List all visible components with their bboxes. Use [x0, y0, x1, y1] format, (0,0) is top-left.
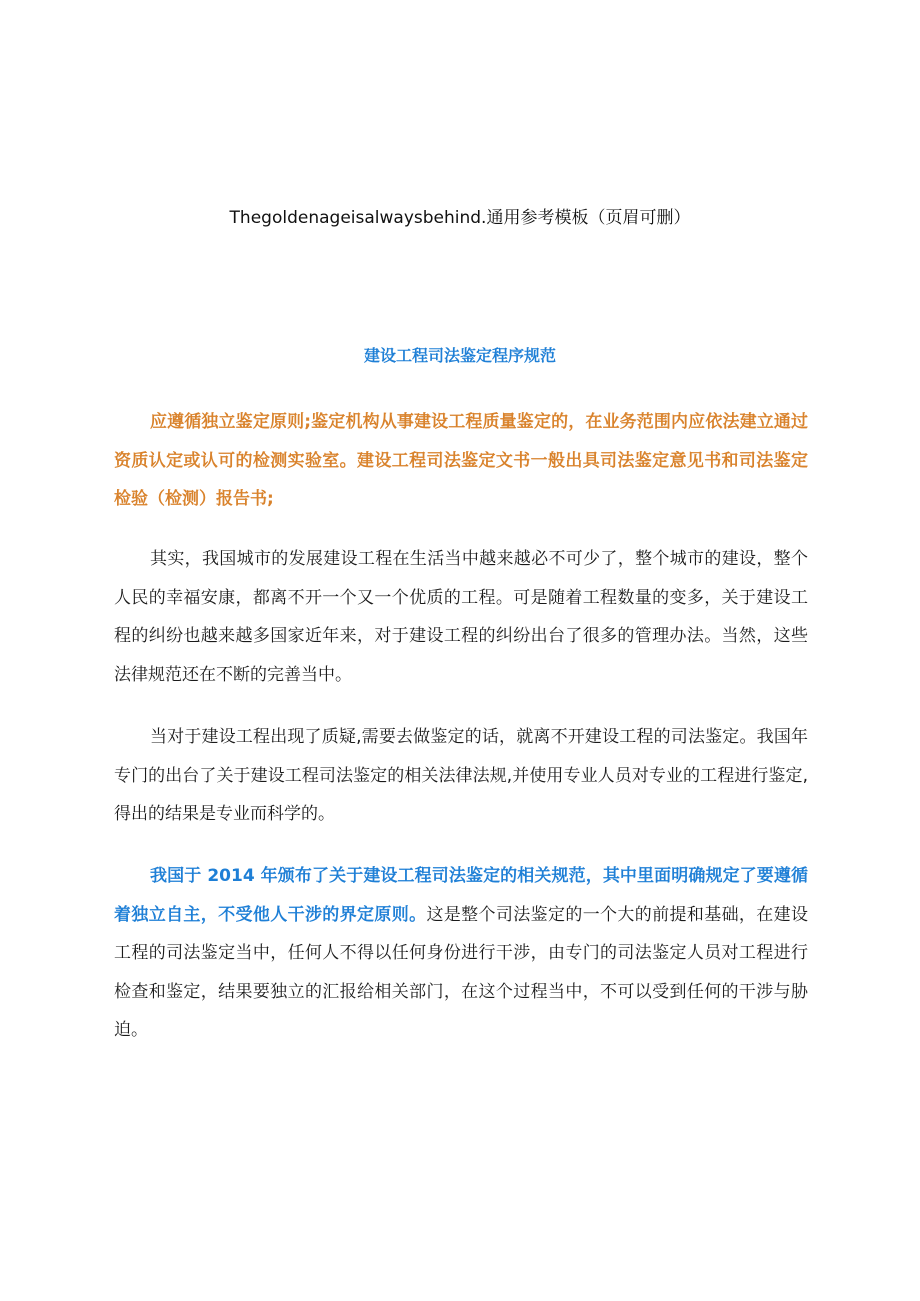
paragraph-independence: [114, 857, 808, 1050]
page-header: Thegoldenageisalwaysbehind.通用参考模板（页眉可删）: [229, 208, 691, 228]
paragraph-background: 其实，我国城市的发展建设工程在生活当中越来越必不可少了，整个城市的建设，整个人民的幸福安康，都离不开一个又一个优质的工程。可是随着工程数量的变多，关于建设工程的纠纷也越来越多国家近年来，对于建设工程的纠纷出台了很多的管理办法。当然，这些法律规范还在不断的完善当中。: [114, 549, 808, 685]
paragraph-independence-highlight: 我国于 2014 年颁布了关于建设工程司法鉴定的相关规范，其中里面明确规定了要遵循着独立自主，不受他人干涉的界定原则。: [114, 866, 808, 925]
paragraph-legal-basis: 当对于建设工程出现了质疑,需要去做鉴定的话，就离不开建设工程的司法鉴定。我国年专门的出台了关于建设工程司法鉴定的相关法律法规,并使用专业人员对专业的工程进行鉴定,得出的结果是专业而科学的。: [114, 727, 808, 824]
paragraph-principle: 应遵循独立鉴定原则;鉴定机构从事建设工程质量鉴定的，在业务范围内应依法建立通过资质认定或认可的检测实验室。建设工程司法鉴定文书一般出具司法鉴定意见书和司法鉴定检验（检测）报告书;: [114, 412, 808, 509]
document-title: 建设工程司法鉴定程序规范: [363, 346, 556, 365]
paragraph-independence-body: 这是整个司法鉴定的一个大的前提和基础，在建设工程的司法鉴定当中，任何人不得以任何身份进行干涉，由专门的司法鉴定人员对工程进行检查和鉴定，结果要独立的汇报给相关部门，在这个过程当中，不可以受到任何的干涉与胁迫。: [114, 904, 809, 1040]
